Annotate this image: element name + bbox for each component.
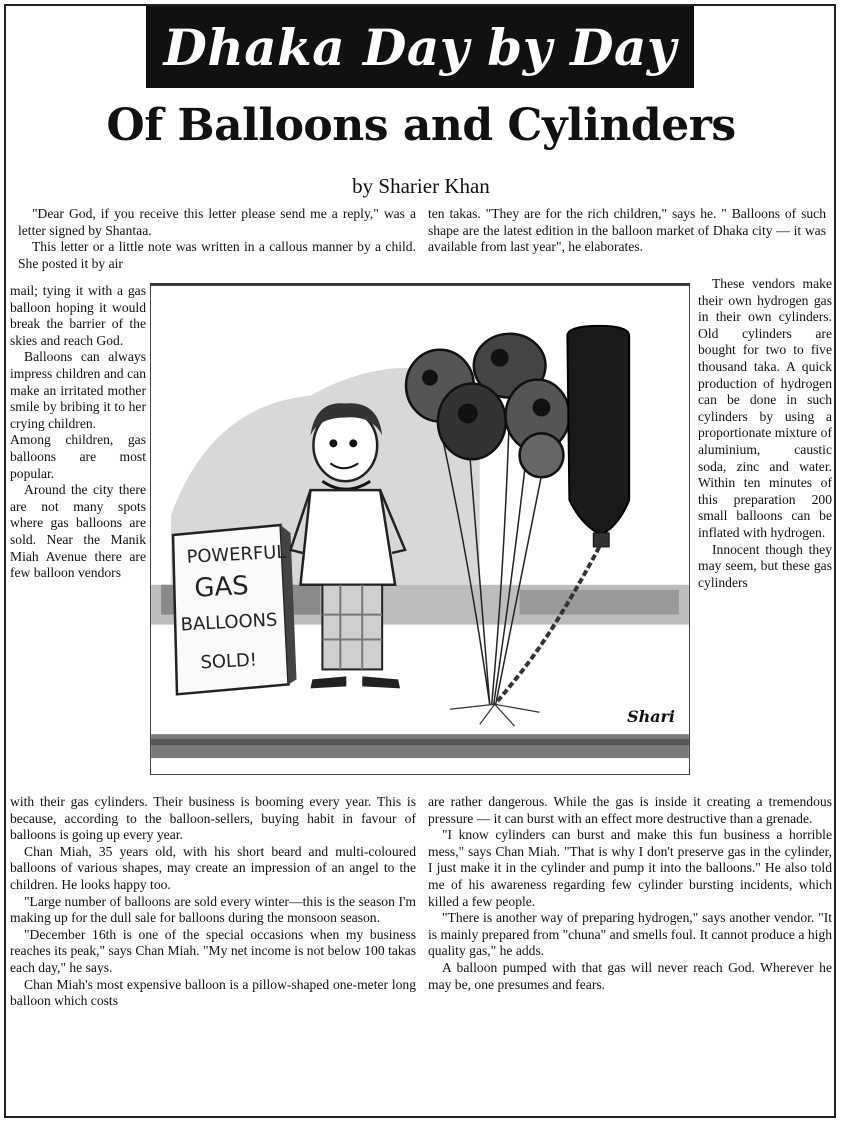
cartoonist-signature: Shari [627, 707, 675, 727]
paragraph: Around the city there are not many spots where gas balloons are sold. Near the Manik Miah Avenue there are few balloon vendors [10, 482, 146, 581]
gas-balloons-sign [173, 525, 296, 694]
top-right-text [428, 206, 826, 256]
paragraph: Chan Miah's most expensive balloon is a pillow-shaped one-meter long balloon which costs [10, 976, 416, 1009]
paragraph: This letter or a little note was written in a callous manner by a child. She posted it by air [18, 239, 416, 271]
paragraph: These vendors make their own hydrogen gas in their own cylinders. Old cylinders are bought for two to five thousand taka. A quick production of hydrogen can be done in such cylinders by using a proportionate mixture of aluminium, caustic soda, zinc and water. Within ten minutes of this preparation 200 small balloons can be inflated with hydrogen. [698, 276, 832, 540]
paragraph: A balloon pumped with that gas will never reach God. Wherever he may be, one presumes and fears. [428, 959, 832, 992]
bottom-right-text [428, 794, 832, 993]
paragraph: Innocent though they may seem, but these gas cylinders [698, 541, 832, 590]
paragraph: ten takas. "They are for the rich children," says he. " Balloons of such shape are the latest edition in the balloon market of Dhaka city — it was available from last year", he elaborates. [428, 206, 826, 255]
cartoon-illustration [150, 285, 690, 775]
svg-text:POWERFUL: POWERFUL [186, 541, 287, 568]
paragraph: with their gas cylinders. Their business is booming every year. This is because, according to the balloon-sellers, buying habit in favour of balloons is going up every year. [10, 794, 416, 843]
bottom-left-text [10, 794, 416, 1010]
svg-text:GAS: GAS [193, 570, 250, 604]
paragraph: "Dear God, if you receive this letter please send me a reply," was a letter signed by Shantaa. [18, 206, 416, 238]
paragraph: Balloons can always impress children and can make an irritated mother smile by bribing it to her crying children. [10, 349, 146, 431]
section-banner: Dhaka Day by Day [146, 6, 694, 88]
paragraph: Chan Miah, 35 years old, with his short beard and multi-coloured balloons of various shapes, may create an impression of an angel to the children. He looks happy too. [10, 843, 416, 892]
left-narrow-column [10, 283, 146, 582]
paragraph: Among children, gas balloons are most popular. [10, 432, 146, 481]
paragraph: "Large number of balloons are sold every winter—this is the season I'm making up for the dull sale for balloons during the monsoon season. [10, 893, 416, 926]
paragraph: are rather dangerous. While the gas is inside it creating a tremendous pressure — it can burst with an effect more destructive than a grenade. [428, 794, 832, 826]
svg-text:BALLOONS: BALLOONS [180, 609, 278, 636]
article-headline: Of Balloons and Cylinders [106, 100, 736, 151]
svg-text:SOLD!: SOLD! [200, 649, 258, 674]
paragraph: mail; tying it with a gas balloon hoping it would break the barrier of the skies and reach God. [10, 283, 146, 348]
paragraph: "There is another way of preparing hydrogen," says another vendor. "It is mainly prepared from "chuna" and smells foul. It cannot produce a high quality gas," he adds. [428, 910, 832, 959]
paragraph: "December 16th is one of the special occasions when my business reaches its peak," says Chan Miah. "My net income is not below 100 takas each day," he says. [10, 926, 416, 975]
article-byline: by Sharier Khan [352, 174, 490, 198]
paragraph: "I know cylinders can burst and make this fun business a horrible mess," says Chan Miah. "That is why I don't preserve gas in the cylinder, I just make it in the cylinder and pump it into the balloons." He also told me of his awareness regarding few cylinder bursting incidents, which killed a few people. [428, 827, 832, 909]
right-narrow-column [698, 276, 832, 591]
top-left-text [18, 206, 416, 272]
